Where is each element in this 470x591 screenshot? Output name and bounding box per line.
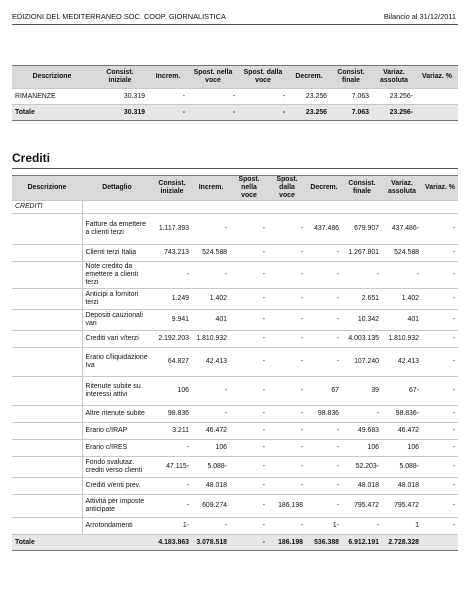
total-cell: 2.728.328 (382, 535, 422, 551)
value-cell: 609.274 (192, 495, 230, 518)
value-cell: - (268, 331, 306, 348)
value-cell: - (306, 495, 342, 518)
table-row (12, 495, 458, 518)
value-cell: - (230, 331, 268, 348)
description-cell (12, 377, 82, 406)
value-cell: 98.836- (382, 406, 422, 423)
value-cell: 47.115- (152, 457, 192, 478)
value-cell: - (268, 377, 306, 406)
value-cell: - (422, 457, 458, 478)
total-cell: 186.198 (268, 535, 306, 551)
detail-cell: Anticipi a fornitori terzi (82, 289, 152, 310)
value-cell: - (422, 377, 458, 406)
table-row (12, 331, 458, 348)
total-cell: - (238, 105, 288, 121)
value-cell: 743.213 (152, 245, 192, 262)
value-cell: - (268, 518, 306, 535)
value-cell: 1.810.932 (382, 331, 422, 348)
table-row (12, 406, 458, 423)
crediti-table (12, 175, 458, 551)
table-cell: 30.319 (92, 89, 148, 105)
description-cell (12, 331, 82, 348)
description-cell (12, 262, 82, 289)
detail-cell: Ritenute subite su interessi attivi (82, 377, 152, 406)
detail-cell: Crediti vari v/terzi (82, 331, 152, 348)
value-cell: - (422, 423, 458, 440)
column-header: Variaz. assoluta (372, 66, 416, 89)
column-header: Descrizione (12, 176, 82, 201)
total-cell: 6.912.191 (342, 535, 382, 551)
detail-cell: Crediti v/enti prev. (82, 478, 152, 495)
total-cell: 23.256 (288, 105, 330, 121)
crediti-divider (12, 168, 458, 169)
total-cell: 4.183.863 (152, 535, 192, 551)
column-header: Increm. (148, 66, 188, 89)
description-cell (12, 214, 82, 245)
value-cell: 98.836 (306, 406, 342, 423)
value-cell: - (152, 478, 192, 495)
value-cell: - (306, 262, 342, 289)
detail-cell: Erario c/liquidazione Iva (82, 348, 152, 377)
value-cell: 10.342 (342, 310, 382, 331)
total-cell: - (148, 105, 188, 121)
value-cell: 64.827 (152, 348, 192, 377)
table-row (12, 262, 458, 289)
value-cell: - (306, 289, 342, 310)
total-cell: - (230, 535, 268, 551)
value-cell: 1.810.932 (192, 331, 230, 348)
value-cell: 98.836 (152, 406, 192, 423)
value-cell: - (306, 478, 342, 495)
rimanenze-header-row (12, 66, 458, 89)
description-cell (12, 518, 82, 535)
table-row (12, 440, 458, 457)
column-header: Variaz. % (422, 176, 458, 201)
value-cell: - (306, 457, 342, 478)
table-row (12, 245, 458, 262)
column-header: Dettaglio (82, 176, 152, 201)
value-cell: - (422, 289, 458, 310)
total-cell (422, 535, 458, 551)
column-header: Spost. dalla voce (238, 66, 288, 89)
value-cell: - (422, 245, 458, 262)
value-cell: - (306, 310, 342, 331)
description-cell (12, 495, 82, 518)
value-cell: 3.211 (152, 423, 192, 440)
table-cell: - (238, 89, 288, 105)
value-cell: 106 (192, 440, 230, 457)
value-cell: - (230, 518, 268, 535)
value-cell: - (230, 440, 268, 457)
value-cell: 1.117.393 (152, 214, 192, 245)
value-cell: 67- (382, 377, 422, 406)
value-cell: - (422, 518, 458, 535)
total-cell: Totale (12, 535, 82, 551)
value-cell: - (230, 457, 268, 478)
value-cell: - (230, 348, 268, 377)
value-cell: - (268, 348, 306, 377)
description-cell (12, 245, 82, 262)
total-cell: Totale (12, 105, 92, 121)
description-cell (12, 310, 82, 331)
value-cell: 48.018 (192, 478, 230, 495)
total-cell: 23.256- (372, 105, 416, 121)
value-cell: 1.267.801 (342, 245, 382, 262)
value-cell: 106 (152, 377, 192, 406)
detail-cell: Altre ritenute subite (82, 406, 152, 423)
value-cell: 49.683 (342, 423, 382, 440)
detail-cell: Arrotondamenti (82, 518, 152, 535)
crediti-header-row (12, 176, 458, 201)
column-header: Consist. finale (342, 176, 382, 201)
table-row (12, 348, 458, 377)
value-cell: - (230, 214, 268, 245)
value-cell: - (268, 478, 306, 495)
value-cell: - (422, 331, 458, 348)
value-cell: - (306, 440, 342, 457)
table-cell: RIMANENZE (12, 89, 92, 105)
value-cell: - (152, 262, 192, 289)
table-cell (416, 89, 458, 105)
value-cell: - (230, 495, 268, 518)
value-cell: - (230, 262, 268, 289)
value-cell: 795.472 (382, 495, 422, 518)
value-cell: - (230, 310, 268, 331)
value-cell: - (268, 245, 306, 262)
category-filler (82, 201, 458, 214)
value-cell: - (422, 262, 458, 289)
value-cell: 4.003.135 (342, 331, 382, 348)
category-row (12, 201, 458, 214)
value-cell: - (342, 406, 382, 423)
value-cell: 48.018 (342, 478, 382, 495)
company-name: EDIZIONI DEL MEDITERRANEO SOC. COOP. GIORNALISTICA (12, 12, 226, 21)
table-row (12, 289, 458, 310)
total-cell: 7.063 (330, 105, 372, 121)
column-header: Consist. iniziale (152, 176, 192, 201)
value-cell: 1 (382, 518, 422, 535)
value-cell: 186.198 (268, 495, 306, 518)
value-cell: 2.651 (342, 289, 382, 310)
detail-cell: Depositi cauzionali vari (82, 310, 152, 331)
value-cell: 42.413 (382, 348, 422, 377)
value-cell: - (230, 245, 268, 262)
value-cell: 1- (306, 518, 342, 535)
table-row (12, 423, 458, 440)
total-row (12, 105, 458, 121)
value-cell: - (422, 440, 458, 457)
value-cell: - (306, 331, 342, 348)
value-cell: - (422, 214, 458, 245)
value-cell: 524.588 (382, 245, 422, 262)
value-cell: - (268, 423, 306, 440)
value-cell: - (268, 214, 306, 245)
value-cell: - (230, 406, 268, 423)
value-cell: 437.486- (382, 214, 422, 245)
value-cell: - (342, 262, 382, 289)
total-cell: 3.078.518 (192, 535, 230, 551)
column-header: Decrem. (306, 176, 342, 201)
value-cell: 1.249 (152, 289, 192, 310)
description-cell (12, 406, 82, 423)
column-header: Spost. dalla voce (268, 176, 306, 201)
value-cell: - (230, 478, 268, 495)
value-cell: 401 (382, 310, 422, 331)
value-cell: - (268, 457, 306, 478)
total-cell (82, 535, 152, 551)
value-cell: 107.240 (342, 348, 382, 377)
detail-cell: Fatture da emettere a clienti terzi (82, 214, 152, 245)
rimanenze-table (12, 65, 458, 121)
column-header: Variaz. % (416, 66, 458, 89)
value-cell: - (230, 377, 268, 406)
value-cell: - (268, 406, 306, 423)
value-cell: - (422, 495, 458, 518)
table-row (12, 377, 458, 406)
column-header: Spost. nella voce (230, 176, 268, 201)
value-cell: 1- (152, 518, 192, 535)
detail-cell: Erario c/IRES (82, 440, 152, 457)
column-header: Consist. finale (330, 66, 372, 89)
description-cell (12, 289, 82, 310)
column-header: Descrizione (12, 66, 92, 89)
value-cell: 39 (342, 377, 382, 406)
crediti-section-title: Crediti (12, 151, 51, 165)
value-cell: - (342, 518, 382, 535)
description-cell (12, 457, 82, 478)
value-cell: - (268, 262, 306, 289)
value-cell: - (382, 262, 422, 289)
table-row (12, 214, 458, 245)
detail-cell: Note credito da emettere a clienti terzi (82, 262, 152, 289)
column-header: Variaz. assoluta (382, 176, 422, 201)
total-cell: 536.388 (306, 535, 342, 551)
value-cell: 106 (382, 440, 422, 457)
value-cell: - (192, 214, 230, 245)
description-cell (12, 423, 82, 440)
table-cell: - (148, 89, 188, 105)
value-cell: - (230, 423, 268, 440)
value-cell: 5.088- (382, 457, 422, 478)
column-header: Spost. nella voce (188, 66, 238, 89)
total-row (12, 535, 458, 551)
description-cell (12, 440, 82, 457)
description-cell (12, 348, 82, 377)
column-header: Consist. iniziale (92, 66, 148, 89)
value-cell: - (306, 245, 342, 262)
value-cell: - (306, 423, 342, 440)
detail-cell: Clienti terzi Italia (82, 245, 152, 262)
description-cell (12, 478, 82, 495)
value-cell: 401 (192, 310, 230, 331)
value-cell: - (422, 478, 458, 495)
value-cell: - (422, 310, 458, 331)
header-divider (12, 24, 458, 25)
value-cell: - (192, 518, 230, 535)
table-cell: - (188, 89, 238, 105)
value-cell: 106 (342, 440, 382, 457)
table-cell: 7.063 (330, 89, 372, 105)
category-label: CREDITI (12, 201, 82, 214)
table-row (12, 457, 458, 478)
value-cell: 46.472 (382, 423, 422, 440)
detail-cell: Erario c/IRAP (82, 423, 152, 440)
total-cell: 30.319 (92, 105, 148, 121)
value-cell: 2.192.203 (152, 331, 192, 348)
value-cell: - (268, 289, 306, 310)
value-cell: 42.413 (192, 348, 230, 377)
table-row (12, 310, 458, 331)
value-cell: - (192, 262, 230, 289)
value-cell: 52.203- (342, 457, 382, 478)
table-cell: 23.256 (288, 89, 330, 105)
table-cell: 23.256- (372, 89, 416, 105)
value-cell: 48.018 (382, 478, 422, 495)
value-cell: - (192, 377, 230, 406)
total-cell (416, 105, 458, 121)
value-cell: - (306, 348, 342, 377)
total-cell: - (188, 105, 238, 121)
column-header: Increm. (192, 176, 230, 201)
value-cell: 67 (306, 377, 342, 406)
value-cell: 679.907 (342, 214, 382, 245)
value-cell: 795.472 (342, 495, 382, 518)
balance-date: Bilancio al 31/12/2011 (383, 12, 456, 21)
value-cell: - (268, 440, 306, 457)
value-cell: 9.941 (152, 310, 192, 331)
value-cell: - (422, 406, 458, 423)
value-cell: - (422, 348, 458, 377)
table-row (12, 478, 458, 495)
value-cell: 1.402 (382, 289, 422, 310)
value-cell: - (152, 495, 192, 518)
detail-cell: Fondo svalutaz. crediti verso clienti (82, 457, 152, 478)
value-cell: 437.486 (306, 214, 342, 245)
detail-cell: Attività per imposte anticipate (82, 495, 152, 518)
value-cell: - (230, 289, 268, 310)
value-cell: - (192, 406, 230, 423)
value-cell: 1.402 (192, 289, 230, 310)
table-row (12, 89, 458, 105)
value-cell: 5.088- (192, 457, 230, 478)
value-cell: - (152, 440, 192, 457)
column-header: Decrem. (288, 66, 330, 89)
table-row (12, 518, 458, 535)
value-cell: 46.472 (192, 423, 230, 440)
value-cell: 524.588 (192, 245, 230, 262)
value-cell: - (268, 310, 306, 331)
